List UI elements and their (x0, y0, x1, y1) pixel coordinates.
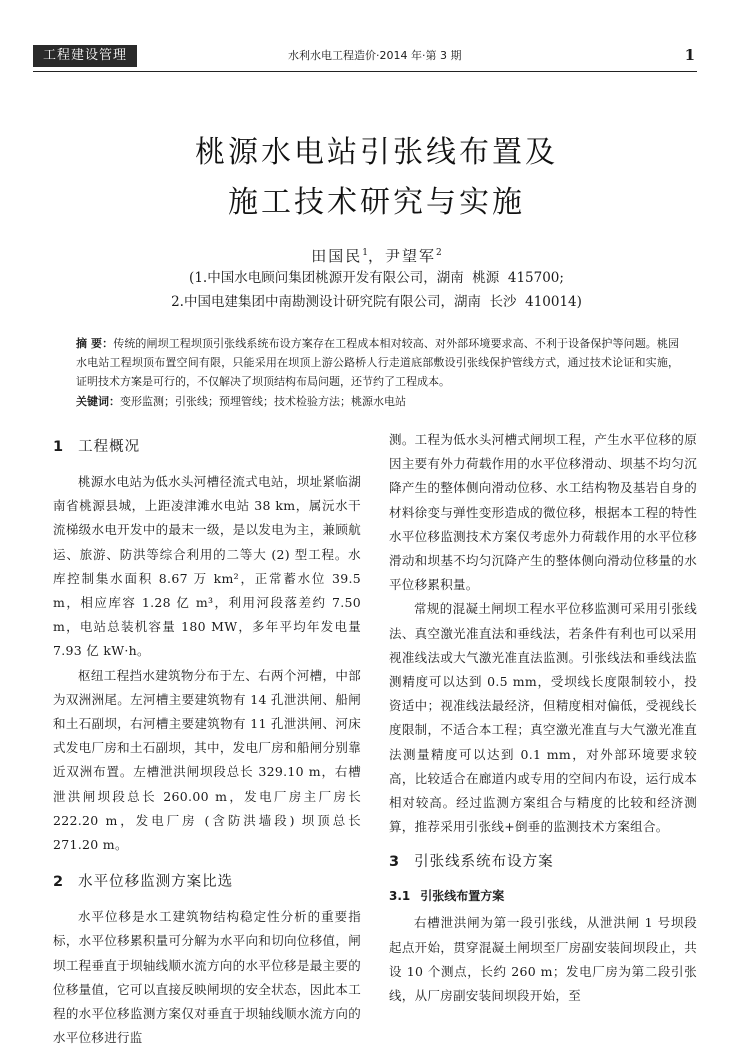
section-badge: 工程建设管理 (33, 45, 137, 67)
author-2: 尹望军 (385, 247, 437, 265)
abstract-label: 摘 要： (76, 337, 114, 350)
page-number: 1 (684, 46, 695, 64)
keywords (76, 392, 679, 411)
section-1-title: 工程概况 (78, 439, 141, 455)
author-2-affil-mark: 2 (436, 248, 442, 258)
keywords-text: 变形监测；引张线；预埋管线；技术检验方法；桃源水电站 (120, 395, 406, 408)
section-2-paragraph-1: 水平位移是水工建筑物结构稳定性分析的重要指标，水平位移累积量可分解为水平向和切向位移值，闸坝工程垂直于坝轴线顺水流方向的水平位移是最主要的位移量值，它可以直接反映闸坝的安全状态，因此本工程的水平位移监测方案仅对垂直于坝轴线顺水流方向的水平位移进行监 (53, 909, 361, 1046)
section-2-title: 水平位移监测方案比选 (78, 874, 234, 891)
section-1-paragraph-2: 枢纽工程挡水建筑物分布于左、右两个河槽，中部为双洲洲尾。左河槽主要建筑物有 14 孔泄洪闸、船闸和土石副坝，右河槽主要建筑物有 11 孔泄洪闸、河床式发电厂房和土石副坝，其中，发电厂房和船闸分别靠近双洲布置。左槽泄洪闸坝段总长 329.10 m，右槽泄洪闸坝段总长 260.00 m，发电厂房主厂房长 222.20 m，发电厂房 (含防洪墙段) 坝顶总长 271.20 m。 (53, 667, 361, 853)
journal-name: 水利水电工程造价·2014 年·第 3 期 (288, 49, 462, 62)
section-2-heading (53, 871, 361, 893)
section-1-paragraph-1: 桃源水电站为低水头河槽径流式电站，坝址紧临湖南省桃源县城，上距凌津滩水电站 38 km，属沅水干流梯级水电开发中的最末一级，是以发电为主，兼顾航运、旅游、防洪等综合利用的二等大 (2) 型工程。水库控制集水面积 8.67 万 km²，正常蓄水位 39.5 m，相应库容 1.28 亿 m³，利用河段落差约 7.50 m，电站总装机容量 180 MW，多年平均年发电量 7.93 亿 kW·h。 (53, 474, 361, 659)
author-1: 田国民 (311, 247, 363, 265)
author-separator: ， (367, 247, 385, 265)
left-column (53, 428, 361, 1050)
section-2-paragraph-1-continued: 测。工程为低水头河槽式闸坝工程，产生水平位移的原因主要有外力荷载作用的水平位移滑动、坝基不均匀沉降产生的整体侧向滑动位移、水工结构物及基岩自身的材料徐变与弹性变形造成的微位移，根据本工程的特性水平位移监测技术方案仅考虑外力荷载作用的水平位移滑动和坝基不均匀沉降产生的整体侧向滑动位移量的水平位移累积量。 (389, 432, 697, 593)
subsection-3-1-number: 3.1 (389, 889, 411, 904)
author-line (0, 243, 753, 266)
subsection-3-1-heading (389, 885, 697, 907)
section-3-number: 3 (389, 854, 401, 871)
section-3-paragraph-1: 右槽泄洪闸为第一段引张线，从泄洪闸 1 号坝段起点开始，贯穿混凝土闸坝至厂房副安装间坝段止，共设 10 个测点，长约 260 m；发电厂房为第二段引张线，从厂房副安装间坝段开始，至 (389, 915, 697, 1004)
running-header (33, 45, 697, 72)
section-1-heading (53, 436, 361, 458)
right-column (389, 428, 697, 1008)
section-3-title: 引张线系统布设方案 (414, 854, 554, 871)
keywords-label: 关键词： (76, 395, 120, 408)
abstract (76, 334, 679, 391)
paper-title-line-1: 桃源水电站引张线布置及 (195, 135, 558, 170)
subsection-3-1-title: 引张线布置方案 (420, 889, 505, 904)
section-1-number: 1 (53, 439, 65, 455)
section-2-number: 2 (53, 874, 65, 891)
abstract-text: 传统的闸坝工程坝顶引张线系统布设方案存在工程成本相对较高、对外部环境要求高、不利于设备保护等问题。桃园水电站工程坝顶布置空间有限，只能采用在坝顶上游公路桥人行走道底部敷设引张线保护管线方式，通过技术论证和实施，证明技术方案是可行的，不仅解决了坝顶结构布局问题，还节约了工程成本。 (76, 337, 679, 388)
author-1-affil-mark: 1 (362, 248, 368, 258)
section-2-paragraph-2: 常规的混凝土闸坝工程水平位移监测可采用引张线法、真空激光准直法和垂线法，若条件有利也可以采用视准线法或大气激光准直法监测。引张线法和垂线法监测精度可以达到 0.5 mm，受坝线长度限制较小，投资适中；视准线法最经济，但精度相对偏低，受视线长度限制，不适合本工程；真空激光准直与大气激光准直法测量精度可以达到 0.1 mm，对外部环境要求较高，比较适合在廊道内或专用的空间内布设，运行成本相对较高。经过监测方案组合与精度的比较和经济测算，推荐采用引张线+倒垂的监测技术方案组合。 (389, 601, 697, 835)
affiliation-1: (1.中国水电顾问集团桃源开发有限公司，湖南 桃源 415700; (189, 270, 564, 286)
section-3-heading (389, 851, 697, 873)
affiliation-2: 2.中国电建集团中南勘测设计研究院有限公司，湖南 长沙 410014) (171, 294, 582, 310)
paper-title-line-2: 施工技术研究与实施 (228, 185, 525, 220)
